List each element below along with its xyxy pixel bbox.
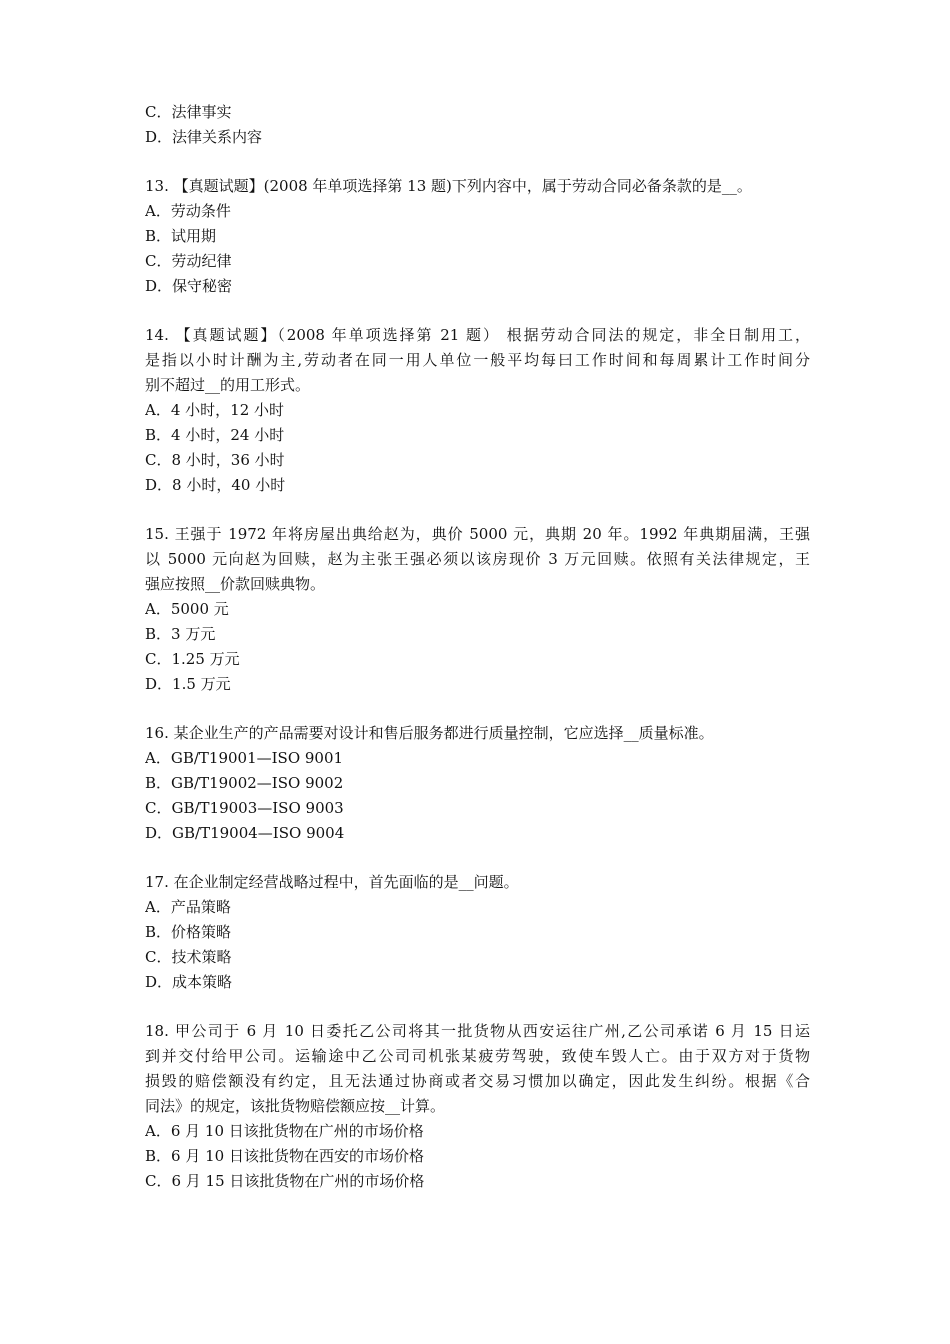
- question-stem: 17. 在企业制定经营战略过程中，首先面临的是__问题。: [145, 873, 519, 891]
- question-stem-line-3: 强应按照__价款回赎典物。: [145, 575, 326, 593]
- option-b: B．GB/T19002—ISO 9002: [145, 774, 344, 792]
- option-b: B．6 月 10 日该批货物在西安的市场价格: [145, 1147, 424, 1165]
- question-16: [145, 721, 810, 846]
- option-a: A．GB/T19001—ISO 9001: [145, 749, 344, 767]
- option-d: D．GB/T19004—ISO 9004: [145, 824, 345, 842]
- question-12-continued: [145, 100, 810, 150]
- option-d: D．成本策略: [145, 973, 233, 991]
- question-stem-line-1: 18. 甲公司于 6 月 10 日委托乙公司将其一批货物从西安运往广州,乙公司承诺 6 月 15 日运: [145, 1022, 810, 1040]
- option-b: B．试用期: [145, 227, 217, 245]
- option-c: C．1.25 万元: [145, 650, 240, 668]
- option-d: D．1.5 万元: [145, 675, 231, 693]
- question-15: [145, 522, 810, 697]
- option-b: B．4 小时，24 小时: [145, 426, 285, 444]
- option-a: A．产品策略: [145, 898, 231, 916]
- question-stem-line-2: 是指以小时计酬为主,劳动者在同一用人单位一般平均每曰工作时间和每周累计工作时间分: [145, 351, 810, 369]
- option-d: D．保守秘密: [145, 277, 233, 295]
- question-stem-line-2: 以 5000 元向赵为回赎，赵为主张王强必须以该房现价 3 万元回赎。依照有关法律规定，王: [145, 550, 810, 568]
- option-a: A．6 月 10 日该批货物在广州的市场价格: [145, 1122, 424, 1140]
- question-stem: 13. 【真题试题】(2008 年单项选择第 13 题)下列内容中，属于劳动合同必备条款的是__。: [145, 177, 752, 195]
- option-c: C．8 小时，36 小时: [145, 451, 285, 469]
- option-a: A．4 小时，12 小时: [145, 401, 284, 419]
- question-stem-line-1: 14. 【真题试题】（2008 年单项选择第 21 题） 根据劳动合同法的规定，非全日制用工，: [145, 326, 810, 344]
- question-stem-line-4: 同法》的规定，该批货物赔偿额应按__计算。: [145, 1097, 446, 1115]
- option-d: D．8 小时，40 小时: [145, 476, 286, 494]
- question-stem-line-2: 到并交付给甲公司。运输途中乙公司司机张某疲劳驾驶，致使车毁人亡。由于双方对于货物: [145, 1047, 810, 1065]
- option-c: C．GB/T19003—ISO 9003: [145, 799, 344, 817]
- option-c: C．6 月 15 日该批货物在广州的市场价格: [145, 1172, 425, 1190]
- option-b: B．3 万元: [145, 625, 216, 643]
- question-13: [145, 174, 810, 299]
- option-b: B．价格策略: [145, 923, 232, 941]
- option-a: A．5000 元: [145, 600, 229, 618]
- option-c: C．劳动纪律: [145, 252, 232, 270]
- option-c: C．法律事实: [145, 103, 232, 121]
- question-17: [145, 870, 810, 995]
- question-14: [145, 323, 810, 498]
- question-stem-line-3: 别不超过__的用工形式。: [145, 376, 311, 394]
- question-18: [145, 1019, 810, 1194]
- option-a: A．劳动条件: [145, 202, 231, 220]
- question-stem-line-3: 损毁的赔偿额没有约定，且无法通过协商或者交易习惯加以确定，因此发生纠纷。根据《合: [145, 1072, 810, 1090]
- question-stem: 16. 某企业生产的产品需要对设计和售后服务都进行质量控制，它应选择__质量标准。: [145, 724, 714, 742]
- question-stem-line-1: 15. 王强于 1972 年将房屋出典给赵为，典价 5000 元，典期 20 年。1992 年典期届满，王强: [145, 525, 810, 543]
- document-page: [145, 100, 810, 1194]
- option-c: C．技术策略: [145, 948, 232, 966]
- option-d: D．法律关系内容: [145, 128, 263, 146]
